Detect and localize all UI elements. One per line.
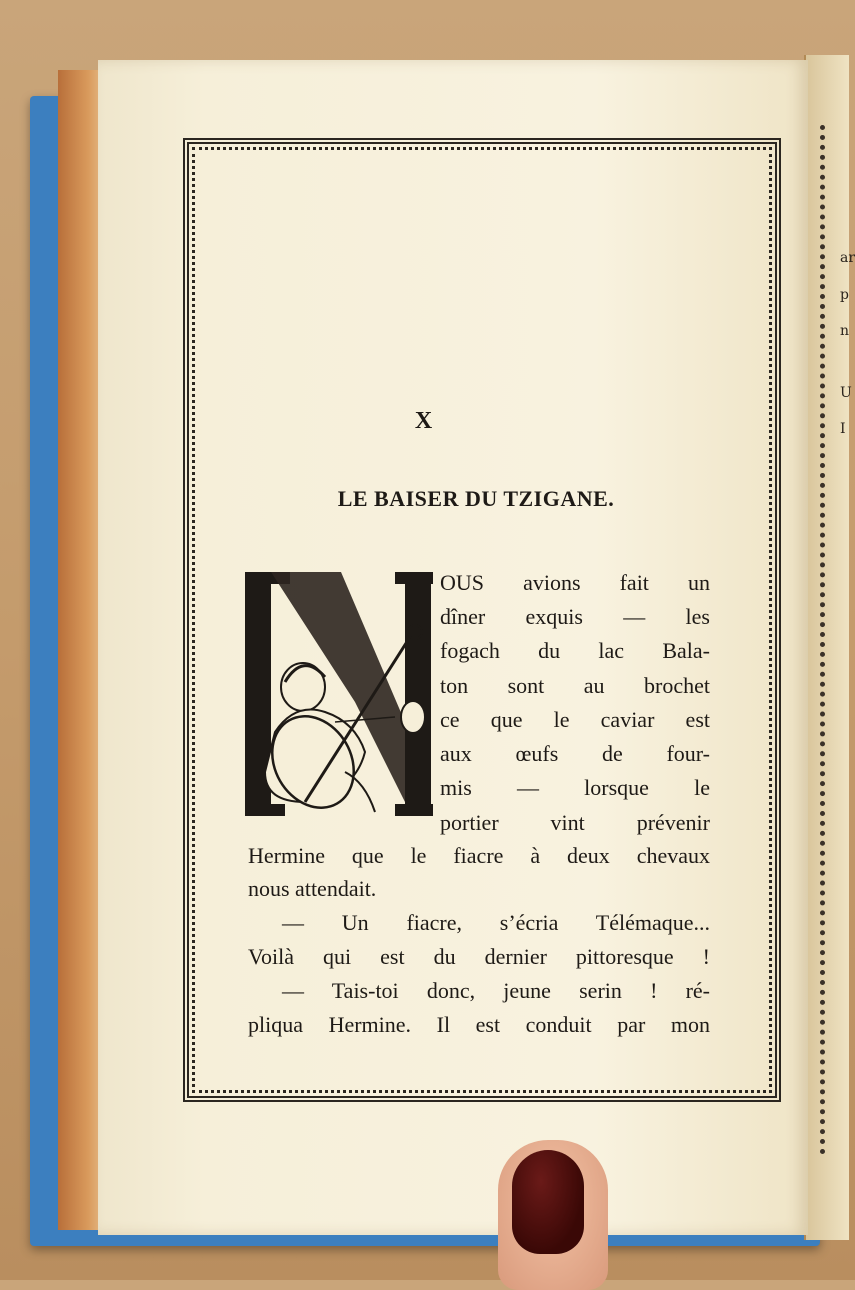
body-line: aux œufs de four- (440, 741, 710, 766)
body-line: dîner exquis — les (440, 604, 710, 629)
body-line: Voilà qui est du dernier pittoresque ! (248, 944, 710, 969)
next-page-fragment: ar (840, 250, 855, 266)
body-line: Hermine que le fiacre à deux chevaux (248, 843, 710, 868)
chapter-number: X (414, 408, 433, 434)
body-line: nous attendait. (248, 876, 377, 901)
body-line: fogach du lac Bala- (440, 638, 710, 663)
next-page-fragment: p (840, 287, 849, 303)
drop-cap-illustration (245, 572, 433, 816)
next-page-fragment: U (840, 385, 852, 401)
body-line: portier vint prévenir (440, 810, 710, 835)
painted-fingernail (512, 1150, 584, 1254)
next-page-edge (804, 55, 855, 1240)
body-line: ton sont au brochet (440, 673, 710, 698)
body-line: ce que le caviar est (440, 707, 710, 732)
body-line: — Tais-toi donc, jeune serin ! ré- (282, 978, 710, 1003)
next-page-fragment: n (840, 323, 850, 339)
body-line: mis — lorsque le (440, 775, 710, 800)
body-line: pliqua Hermine. Il est conduit par mon (248, 1012, 710, 1037)
chapter-title: LE BAISER DU TZIGANE. (337, 486, 615, 511)
next-page-frame (820, 125, 855, 1155)
next-page-fragment: I (840, 421, 846, 437)
body-line: OUS avions fait un (440, 570, 710, 595)
body-line: — Un fiacre, s’écria Télémaque... (282, 910, 710, 935)
